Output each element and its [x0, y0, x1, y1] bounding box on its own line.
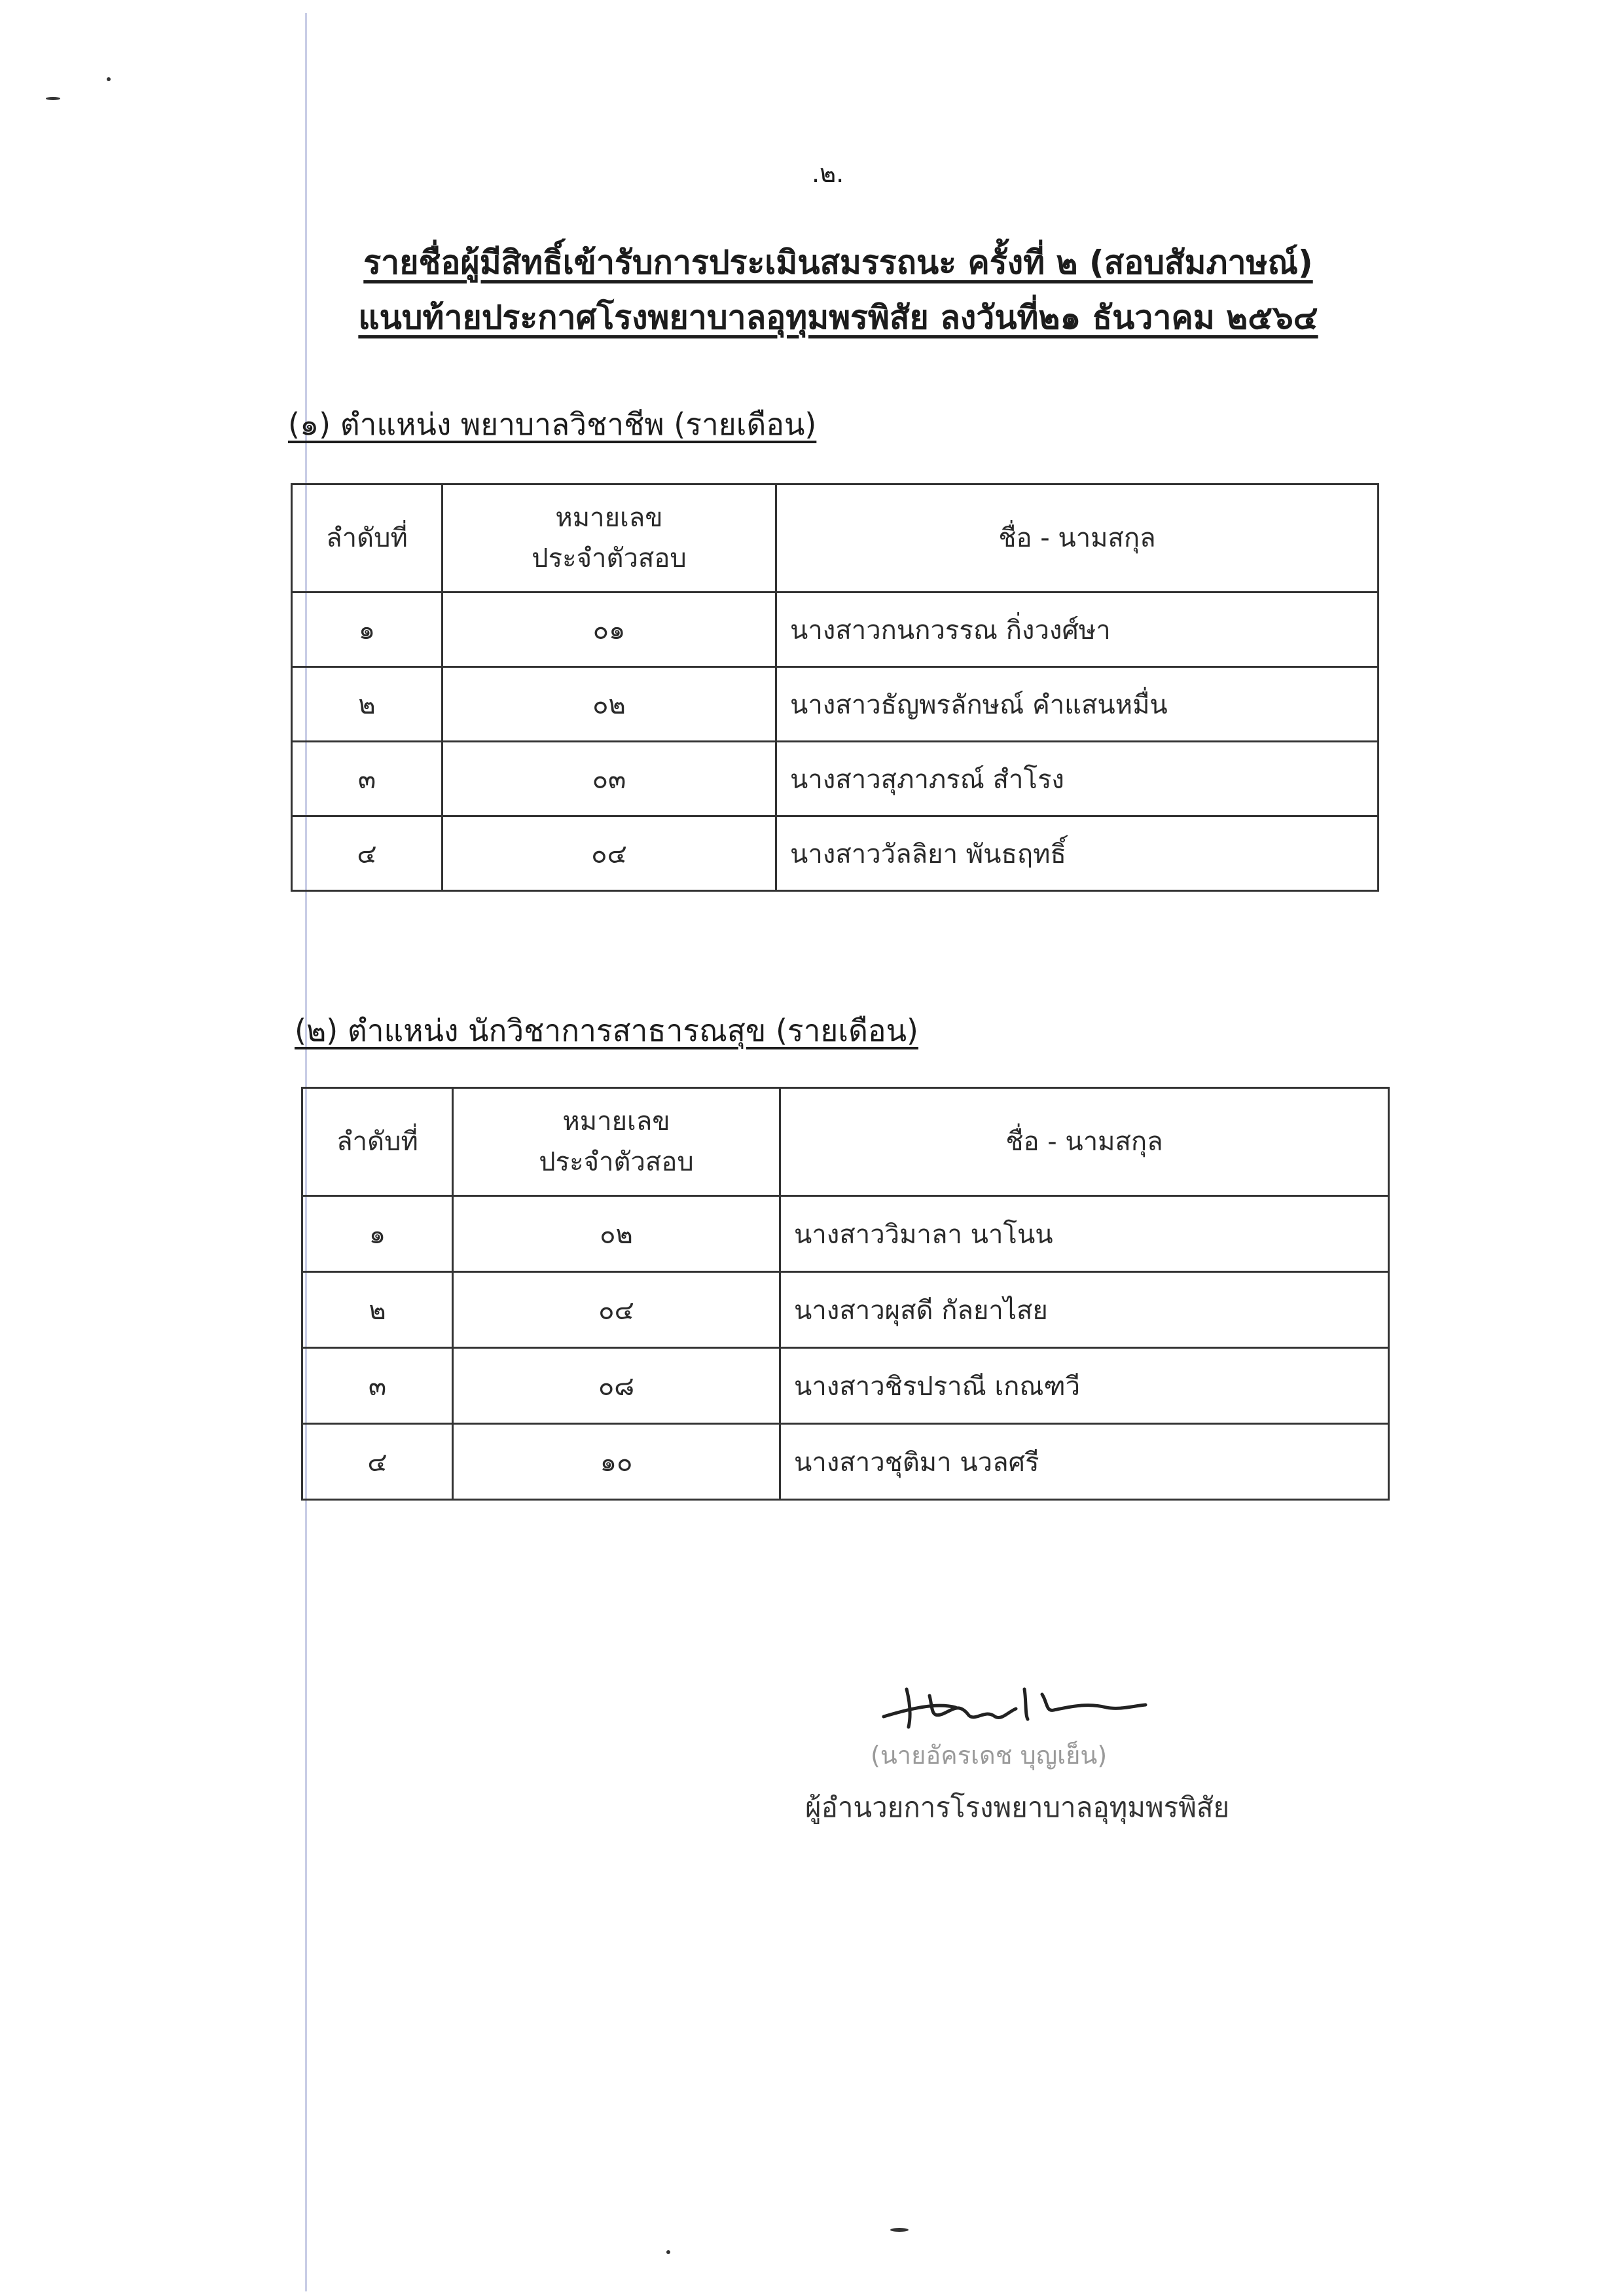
page-number: .๒. — [812, 159, 844, 188]
table-row — [292, 816, 1379, 891]
scan-speck — [107, 77, 111, 81]
header-name: ชื่อ - นามสกุล — [776, 484, 1379, 592]
row-order: ๑ — [292, 592, 442, 667]
row-exam-id: ๑๐ — [453, 1424, 780, 1500]
header-exam-id-line-2: ประจำตัวสอบ — [539, 1147, 694, 1177]
section-heading-1: (๑) ตำแหน่ง พยาบาลวิชาชีพ (รายเดือน) — [288, 407, 817, 442]
row-name: นางสาววิมาลา นาโนน — [780, 1196, 1389, 1272]
header-exam-id — [453, 1088, 780, 1196]
table-row — [292, 742, 1379, 816]
row-order: ๓ — [302, 1348, 453, 1424]
row-exam-id: ๐๔ — [442, 816, 776, 891]
table-header-row — [292, 484, 1379, 592]
document-title-line-1: รายชื่อผู้มีสิทธิ์เข้ารับการประเมินสมรรถนะ ครั้งที่ ๒ (สอบสัมภาษณ์) — [363, 244, 1313, 282]
row-exam-id: ๐๒ — [453, 1196, 780, 1272]
row-name: นางสาวชุติมา นวลศรี — [780, 1424, 1389, 1500]
table-row — [302, 1424, 1389, 1500]
candidate-table-1 — [291, 483, 1379, 892]
header-exam-id-line-1: หมายเลข — [562, 1106, 670, 1137]
table-row — [292, 667, 1379, 742]
handwritten-signature — [871, 1676, 1159, 1735]
row-name: นางสาวผุสดี กัลยาไสย — [780, 1272, 1389, 1348]
scan-speck — [890, 2228, 909, 2232]
table-row — [292, 592, 1379, 667]
header-order: ลำดับที่ — [292, 484, 442, 592]
row-order: ๓ — [292, 742, 442, 816]
row-exam-id: ๐๔ — [453, 1272, 780, 1348]
row-exam-id: ๐๘ — [453, 1348, 780, 1424]
header-order: ลำดับที่ — [302, 1088, 453, 1196]
row-order: ๒ — [302, 1272, 453, 1348]
table-header-row — [302, 1088, 1389, 1196]
document-title-line-2: แนบท้ายประกาศโรงพยาบาลอุทุมพรพิสัย ลงวันที่๒๑ ธันวาคม ๒๕๖๔ — [358, 299, 1318, 337]
signatory-name: (นายอัครเดช บุญเย็น) — [871, 1741, 1108, 1770]
row-name: นางสาวกนกวรรณ กิ่งวงศ์ษา — [776, 592, 1379, 667]
row-order: ๒ — [292, 667, 442, 742]
candidate-table-2 — [301, 1087, 1390, 1501]
signatory-position: ผู้อำนวยการโรงพยาบาลอุทุมพรพิสัย — [805, 1791, 1230, 1823]
header-name: ชื่อ - นามสกุล — [780, 1088, 1389, 1196]
table-row — [302, 1196, 1389, 1272]
row-name: นางสาวชิรปราณี เกณฑวี — [780, 1348, 1389, 1424]
header-exam-id-line-2: ประจำตัวสอบ — [532, 543, 687, 574]
table-row — [302, 1348, 1389, 1424]
header-exam-id-line-1: หมายเลข — [555, 503, 663, 533]
row-name: นางสาวสุภาภรณ์ สำโรง — [776, 742, 1379, 816]
row-order: ๑ — [302, 1196, 453, 1272]
row-exam-id: ๐๓ — [442, 742, 776, 816]
row-order: ๔ — [302, 1424, 453, 1500]
row-exam-id: ๐๒ — [442, 667, 776, 742]
row-name: นางสาววัลลิยา พันธฤทธิ์ — [776, 816, 1379, 891]
row-exam-id: ๐๑ — [442, 592, 776, 667]
scan-speck — [666, 2250, 670, 2254]
header-exam-id — [442, 484, 776, 592]
scan-speck — [46, 97, 60, 100]
row-name: นางสาวธัญพรลักษณ์ คำแสนหมื่น — [776, 667, 1379, 742]
row-order: ๔ — [292, 816, 442, 891]
section-heading-2: (๒) ตำแหน่ง นักวิชาการสาธารณสุข (รายเดือน) — [295, 1013, 918, 1048]
table-row — [302, 1272, 1389, 1348]
